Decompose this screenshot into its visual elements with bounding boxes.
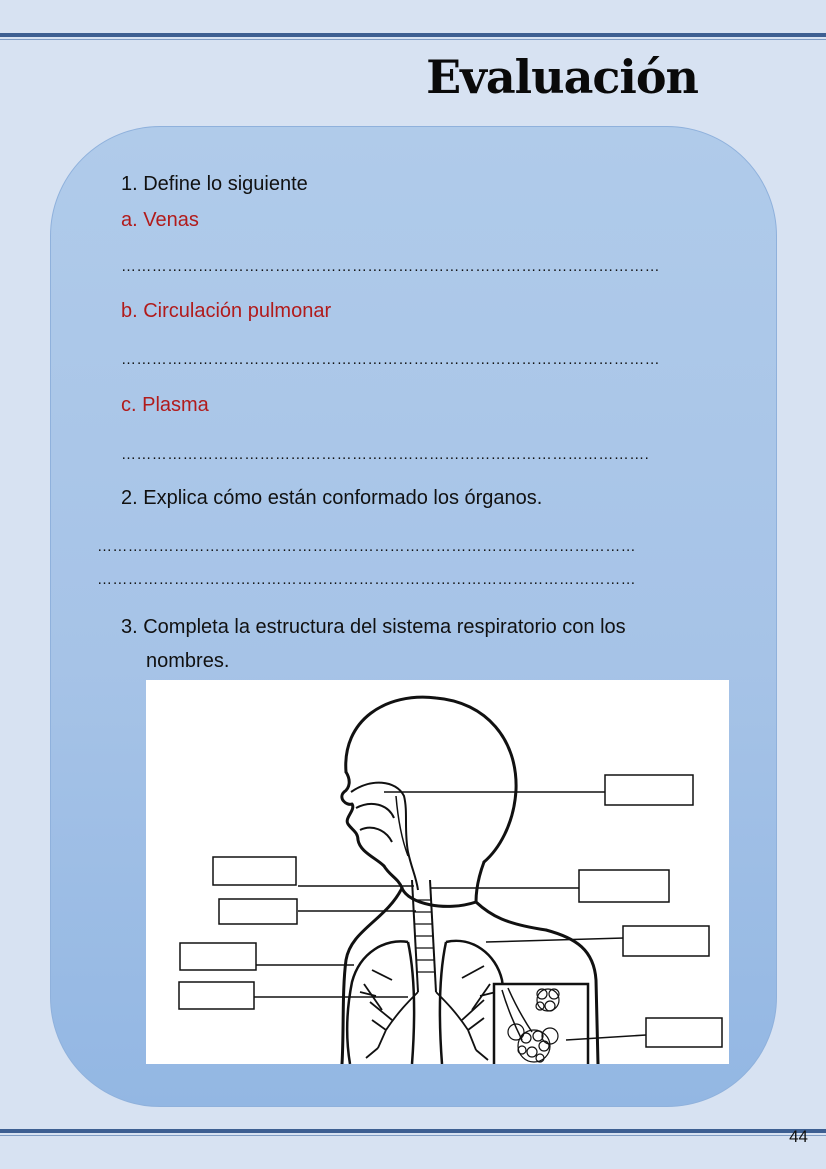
label-box-lung[interactable] (180, 943, 256, 970)
answer-line-2-second[interactable]: …………………………………………………………………………………………… (97, 571, 636, 588)
answer-line-1c[interactable]: …………………………………………………………………………………………. (121, 446, 650, 463)
page-number: 44 (789, 1127, 808, 1146)
label-box-alveoli[interactable] (646, 1018, 722, 1047)
question-3-prompt: 3. Completa la estructura del sistema respiratorio con los (121, 616, 626, 638)
label-box-pharynx[interactable] (213, 857, 296, 885)
respiratory-system-diagram (146, 680, 729, 1064)
label-box-nasal-cavity[interactable] (605, 775, 693, 805)
label-box-trachea[interactable] (219, 899, 297, 924)
question-3-prompt-continuation: nombres. (146, 650, 230, 672)
question-2-prompt: 2. Explica cómo están conformado los órganos. (121, 487, 543, 509)
label-box-bronchus[interactable] (623, 926, 709, 956)
bottom-rule (0, 1129, 826, 1136)
respiratory-system-illustration (146, 680, 729, 1064)
question-1a-label: a. Venas (121, 209, 199, 231)
question-1b-label: b. Circulación pulmonar (121, 300, 332, 322)
page-title: Evaluación (426, 50, 698, 104)
label-box-larynx[interactable] (579, 870, 669, 902)
answer-line-1b[interactable]: …………………………………………………………………………………………… (121, 351, 660, 368)
label-box-bronchiole[interactable] (179, 982, 254, 1009)
question-1c-label: c. Plasma (121, 394, 209, 416)
top-rule (0, 33, 826, 40)
question-1-prompt: 1. Define lo siguiente (121, 173, 308, 195)
answer-line-2-first[interactable]: …………………………………………………………………………………………… (97, 538, 636, 555)
answer-line-1a[interactable]: …………………………………………………………………………………………… (121, 258, 660, 275)
